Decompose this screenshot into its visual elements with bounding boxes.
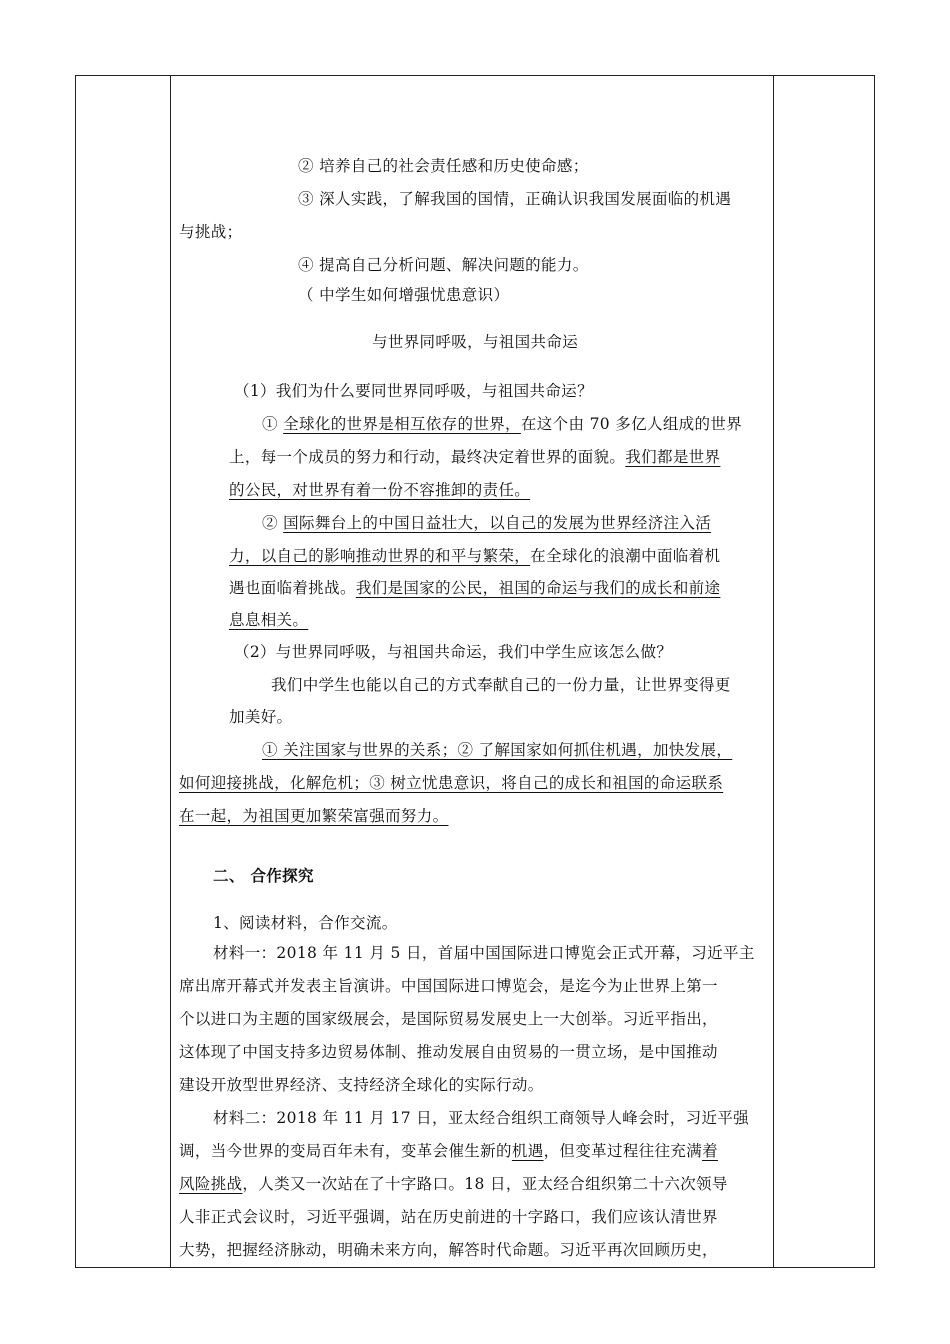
question-1: （1）我们为什么要同世界同呼吸，与祖国共命运？: [234, 382, 593, 400]
answer-2-line4: 息息相关。: [229, 611, 309, 629]
material-1-line3: 个以进口为主题的国家级展会，是国际贸易发展史上一大创举。习近平指出，: [179, 1010, 718, 1028]
material-2-line3: 风险挑战，人类又一次站在了十字路口。18 日，亚太经合组织第二十六次领导: [179, 1175, 728, 1193]
task-1: 1、阅读材料，合作交流。: [213, 914, 398, 932]
material-2-line5: 大势，把握经济脉动，明确未来方向，解答时代命题。习近平再次回顾历史，: [179, 1241, 718, 1259]
table-right-border: [874, 75, 875, 1268]
material-2-line4: 人非正式会议时，习近平强调，站在历史前进的十字路口，我们应该认清世界: [179, 1208, 718, 1226]
material-1-line2: 席出席开幕式并发表主旨演讲。中国国际进口博览会，是迄今为止世界上第一: [179, 977, 718, 995]
answer-2-line3: 遇也面临着挑战。我们是国家的公民，祖国的命运与我们的成长和前途: [229, 579, 721, 597]
table-top-border: [75, 75, 875, 76]
material-1-line1: 材料一：2018 年 11 月 5 日，首届中国国际进口博览会正式开幕，习近平主: [213, 944, 755, 962]
material-1-line4: 这体现了中国支持多边贸易体制、推动发展自由贸易的一贯立场，是中国推动: [179, 1043, 718, 1061]
table-bottom-border: [75, 1267, 875, 1268]
answer-1-line3: 的公民，对世界有着一份不容推卸的责任。: [229, 481, 531, 499]
answer-4-line1: ① 关注国家与世界的关系；② 了解国家如何抓住机遇，加快发展，: [262, 741, 733, 759]
section-heading-2: 二、 合作探究: [213, 866, 314, 885]
answer-3-line1: 我们中学生也能以自己的方式奉献自己的一份力量，让世界变得更: [271, 676, 731, 694]
material-1-line5: 建设开放型世界经济、支持经济全球化的实际行动。: [179, 1076, 544, 1094]
question-2: （2）与世界同呼吸，与祖国共命运，我们中学生应该怎么做？: [234, 643, 673, 661]
answer-1-line2: 上，每一个成员的努力和行动，最终决定着世界的面貌。我们都是世界: [229, 448, 721, 466]
table-left-border: [75, 75, 76, 1268]
point-2: ② 培养自己的社会责任感和历史使命感；: [298, 157, 589, 175]
answer-4-line3: 在一起，为祖国更加繁荣富强而努力。: [179, 807, 449, 825]
answer-2-line1: ② 国际舞台上的中国日益壮大，以自己的发展为世界经济注入活: [262, 514, 712, 532]
material-2-line2: 调，当今世界的变局百年未有，变革会催生新的机遇，但变革过程往往充满着: [179, 1142, 718, 1160]
column-divider-2: [773, 75, 774, 1268]
answer-4-line2: 如何迎接挑战，化解危机；③ 树立忧患意识，将自己的成长和祖国的命运联系: [179, 774, 724, 792]
material-2-line1: 材料二：2018 年 11 月 17 日，亚太经合组织工商领导人峰会时，习近平强: [213, 1109, 750, 1127]
answer-2-line2: 力，以自己的影响推动世界的和平与繁荣，在全球化的浪潮中面临着机: [229, 547, 721, 565]
point-4: ④ 提高自己分析问题、解决问题的能力。: [298, 256, 589, 274]
point-3-line1: ③ 深人实践，了解我国的国情，正确认识我国发展面临的机遇: [298, 190, 732, 208]
answer-3-line2: 加美好。: [229, 708, 293, 726]
answer-1-line1: ① 全球化的世界是相互依存的世界，在这个由 70 多亿人组成的世界: [262, 415, 743, 433]
column-divider-1: [170, 75, 171, 1268]
section-title: 与世界同呼吸，与祖国共命运: [372, 333, 579, 351]
section-note: （ 中学生如何增强忧患意识）: [298, 286, 510, 304]
point-3-line2: 与挑战；: [179, 223, 243, 241]
